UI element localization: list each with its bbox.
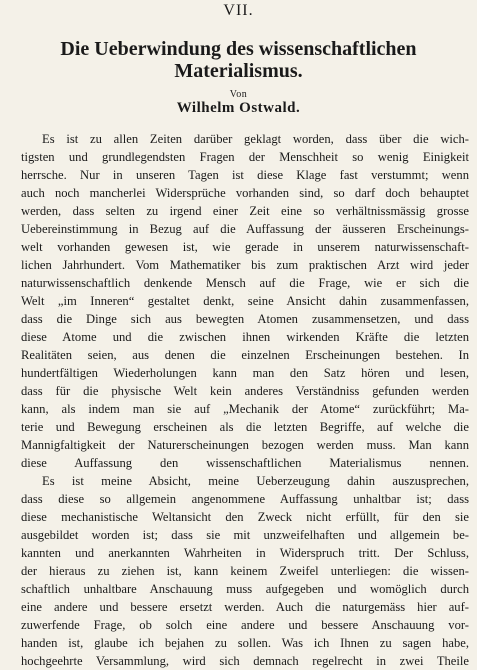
text-line: schaftlich unhaltbare Anschauung muss aufgegeben und womöglich durch [21, 582, 469, 596]
text-line: dass für die physische Welt kein anderes Verständniss gefunden werden [21, 384, 469, 398]
text-line: naturwissenschaftlich denkende Mensch auf die Frage, wie er sich die [21, 276, 469, 290]
text-line: Uebereinstimmung in Bezug auf die Auffassung der äusseren Erscheinungs- [21, 222, 469, 236]
text-line: dass diese so allgemein angenommene Auffassung unhaltbar ist; dass [21, 492, 469, 506]
chapter-title [0, 38, 477, 82]
text-line: Welt „im Inneren“ gestaltet denkt, seine Ansicht dahin zusammenfassen, [21, 294, 469, 308]
chapter-title-line-1: Die Ueberwindung des wissenschaftlichen [60, 38, 417, 60]
chapter-number: VII. [223, 2, 254, 19]
text-line: tigsten und grundlegendsten Fragen der Menschheit so wenig Einigkeit [21, 150, 469, 164]
text-line: kannten und anerkannten Wahrheiten in Widerspruch tritt. Der Schluss, [21, 546, 469, 560]
text-line: Es ist meine Absicht, meine Ueberzeugung dahin auszusprechen, [42, 474, 469, 488]
text-line: Mannigfaltigkeit der Naturerscheinungen bezogen werden muss. Man kann [21, 438, 469, 452]
text-line: hochgeehrte Versammlung, wird sich demnach regelrecht in zwei Theile [21, 654, 469, 668]
text-line: kann, als indem man sie auf „Mechanik der Atome“ zurückführt; Ma- [21, 402, 469, 416]
text-line: diese mechanistische Weltansicht den Zweck nicht erfüllt, für den sie [21, 510, 469, 524]
text-line: handen ist, glaube ich bejahen zu sollen. Was ich Ihnen zu sagen habe, [21, 636, 469, 650]
text-line: diese Atome und die zwischen ihnen wirkenden Kräfte die letzten [21, 330, 469, 344]
text-line: zuwerfende Frage, ob solch eine andere und bessere Anschauung vor- [21, 618, 469, 632]
text-line: ausgebildet worden ist; dass sie mit unzweifelhaften und allgemein be- [21, 528, 469, 542]
author-name: Wilhelm Ostwald. [176, 100, 301, 116]
text-line: diese Auffassung den wissenschaftlichen Materialismus nennen. [21, 456, 469, 470]
chapter-title-line-2: Materialismus. [174, 60, 303, 82]
text-line: eine andere und bessere ersetzt werden. Auch die naturgemäss hier auf- [21, 600, 469, 614]
text-line: welt vorhanden gewesen ist, wie gerade in unserem naturwissenschaft- [21, 240, 469, 254]
by-line: Von [229, 89, 248, 100]
body-text [21, 130, 469, 670]
text-line: auch noch mancherlei Widersprüche vorhanden sind, so darf doch behauptet [21, 186, 469, 200]
text-line: werden, dass selten zu irgend einer Zeit eine so verhältnissmässig grosse [21, 204, 469, 218]
text-line: der hieraus zu ziehen ist, kann keinem Zweifel unterliegen: die wissen- [21, 564, 469, 578]
text-line: lichen Jahrhundert. Vom Mathematiker bis zum praktischen Arzt wird jeder [21, 258, 469, 272]
text-line: Es ist zu allen Zeiten darüber geklagt worden, dass über die wich- [42, 132, 469, 146]
text-line: dass die Dinge sich aus bewegten Atomen zusammensetzen, und dass [21, 312, 469, 326]
text-line: hundertfältigen Wiederholungen kann man den Satz hören und lesen, [21, 366, 469, 380]
text-line: Realitäten seien, aus denen die einzelnen Erscheinungen bestehen. In [21, 348, 469, 362]
text-line: terie und Bewegung erscheinen als die letzten Begriffe, auf welche die [21, 420, 469, 434]
text-line: herrsche. Nur in unseren Tagen ist diese Klage fast verstummt; wenn [21, 168, 469, 182]
